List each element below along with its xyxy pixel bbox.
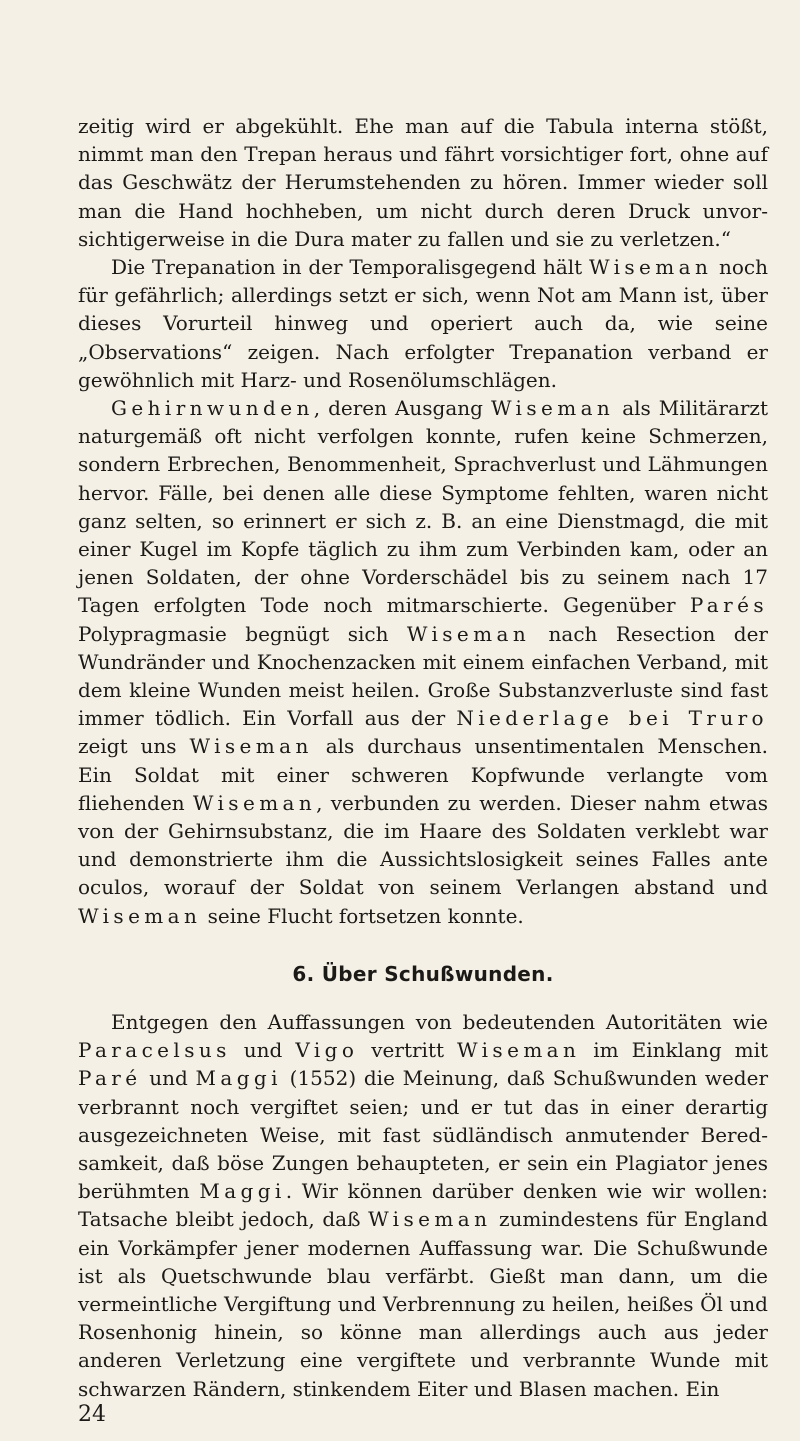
page-number: 24	[78, 1402, 106, 1427]
text-run: zeigt uns	[78, 734, 190, 759]
text-run: als durchaus unsentimentalen Menschen. Ein Soldat mit einer schweren Kopfwunde verlangte vom fliehenden	[78, 734, 768, 815]
text-run: , deren Ausgang	[313, 396, 491, 421]
spaced-name: Paracelsus	[78, 1038, 231, 1063]
text-run: seine Flucht fortsetzen konnte.	[201, 903, 524, 928]
text-run: und	[141, 1066, 196, 1091]
text-run: vertritt	[358, 1038, 458, 1063]
spaced-name: Vigo	[295, 1038, 359, 1063]
text-run: , verbunden zu werden. Dieser nahm etwas von der Gehirnsubstanz, die im Haare des Soldaten verklebt war und demonstrierte ihm die Aussichtslosigkeit seines Falles ante oculos, worauf der Soldat von seinem Verlangen abstand und	[78, 790, 769, 900]
paragraph	[78, 112, 768, 253]
text-run: nach Resection der Wundränder und Knochenzacken mit einem einfachen Verband, mit dem kleine Wunden meist heilen. Große Substanzverluste sind fast immer tödlich. Ein Vorfall aus der	[78, 621, 768, 731]
paragraph	[78, 1008, 768, 1403]
spaced-name: Maggi	[199, 1179, 286, 1204]
spaced-name: Parés	[689, 593, 768, 618]
text-run: als Militärarzt naturgemäß oft nicht verfolgen konnte, rufen keine Schmerzen, sondern Erbrechen, Benommenheit, Sprachverlust und Lähmungen hervor. Fälle, bei denen alle diese Symptome fehlten, waren nicht ganz selten, so erinnert er sich z. B. an eine Dienstmagd, die mit einer Kugel im Kopfe täglich zu ihm zum Verbinden kam, oder an jenen Soldaten, der ohne Vorderschädel bis zu seinem nach 17 Tagen erfolgten Tode noch mitmarschierte. Gegenüber	[78, 396, 769, 618]
spaced-name: Gehirnwunden	[111, 396, 314, 421]
spaced-name: Paré	[78, 1066, 142, 1091]
text-run: (1552) die Meinung, daß Schußwunden weder verbrannt noch vergiftet seien; und er tut das in einer derartig ausgezeichneten Weise, mit fast südländisch anmutender Beredsamkeit, daß böse Zungen behaupteten, er sein ein Plagiator jenes berühmten	[78, 1066, 768, 1204]
text-run: . Wir können darüber denken wie wir wollen: Tatsache bleibt jedoch, daß	[78, 1179, 768, 1232]
text-run: noch für gefährlich; allerdings setzt er sich, wenn Not am Mann ist, über dieses Vorurteil hinweg und operiert auch da, wie seine „Observations“ zeigen. Nach erfolgter Trepanation verband er gewöhnlich mit Harz- und Rosenölumschlägen.	[78, 255, 768, 392]
paragraphs-after-heading	[78, 1008, 768, 1403]
spaced-name: Wiseman	[588, 255, 713, 280]
text-run: zumindestens für England ein Vorkämpfer jener modernen Auffassung war. Die Schußwunde ist als Quetschwunde blau verfärbt. Gießt man dann, um die vermeintliche Vergiftung und Verbrennung zu heilen, heißes Öl und Rosenhonig hinein, so könne man allerdings auch aus jeder anderen Verletzung eine vergiftete und verbrannte Wunde mit schwarzen Rändern, stinkendem Eiter und Blasen machen. Ein	[78, 1207, 768, 1401]
spaced-name: Maggi	[195, 1066, 282, 1091]
spaced-name: Wiseman	[457, 1038, 581, 1063]
spaced-name: Wiseman	[490, 396, 615, 421]
spaced-name: Wiseman	[406, 621, 531, 646]
section-heading: 6. Über Schußwunden.	[292, 961, 554, 986]
text-run: Entgegen den Auffassungen von bedeutenden Autoritäten wie	[111, 1009, 768, 1034]
paragraph	[78, 394, 768, 930]
spaced-name: Wiseman	[189, 734, 313, 759]
paragraphs-before-heading	[78, 112, 768, 930]
text-run: im Einklang mit	[580, 1038, 768, 1063]
spaced-name: Wiseman	[192, 790, 317, 815]
body-text	[78, 112, 768, 1403]
text-run: zeitig wird er abgekühlt. Ehe man auf die Tabula interna stößt, nimmt man den Trepan heraus und fährt vorsichtiger fort, ohne auf das Geschwätz der Herumstehenden zu hören. Immer wieder soll man die Hand hochheben, um nicht durch deren Druck unvorsichtigerweise in die Dura mater zu fallen und sie zu verletzen.“	[78, 114, 768, 251]
text-run: und	[230, 1038, 296, 1063]
spaced-name: Wiseman	[368, 1207, 492, 1232]
spaced-name: Wiseman	[78, 903, 202, 928]
spaced-name: Niederlage bei Truro	[456, 706, 768, 731]
paragraph	[78, 253, 768, 394]
text-run: Polypragmasie begnügt sich	[78, 621, 407, 646]
text-run: Die Trepanation in der Temporalisgegend hält	[111, 255, 589, 280]
